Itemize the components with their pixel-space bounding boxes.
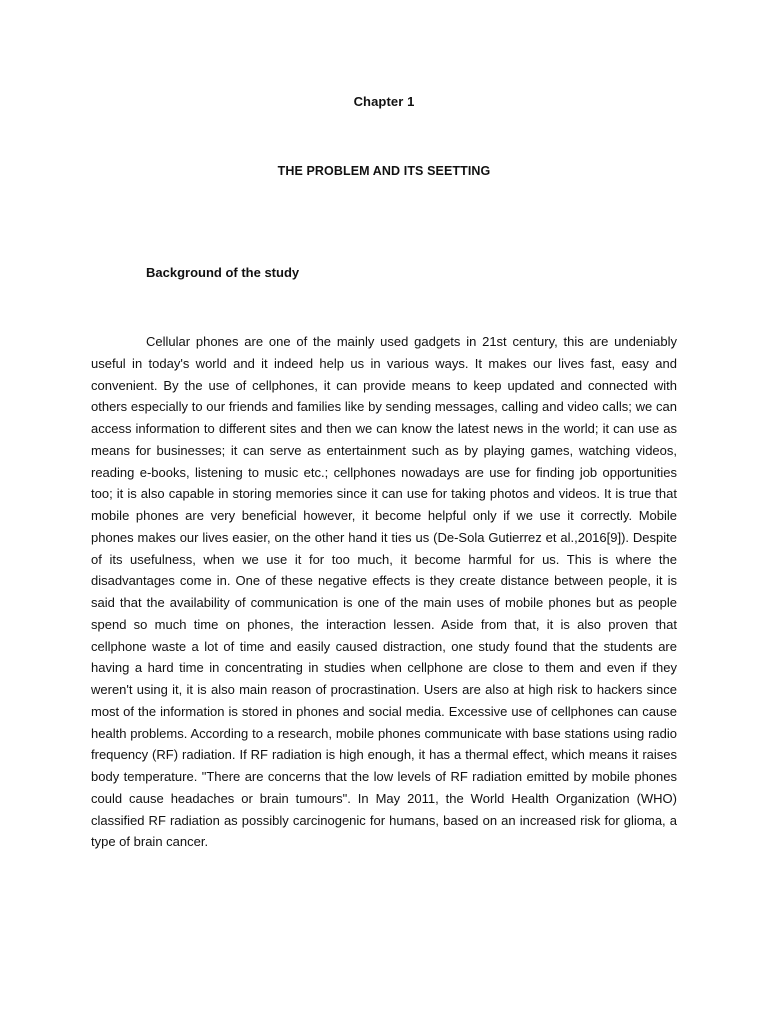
body-paragraph: Cellular phones are one of the mainly used gadgets in 21st century, this are undeniably useful in today's world and it indeed help us in various ways. It makes our lives fast, easy and convenient. By the use of cellphones, it can provide means to keep updated and connected with others especially to our friends and families like by sending messages, calling and video calls; we can access information to different sites and then we can know the latest news in the world; it can use as means for businesses; it can serve as entertainment such as by playing games, watching videos, reading e-books, listening to music etc.; cellphones nowadays are use for finding job opportunities too; it is also capable in storing memories since it can use for taking photos and videos. It is true that mobile phones are very beneficial however, it become helpful only if we use it correctly. Mobile phones makes our lives easier, on the other hand it ties us (De-Sola Gutierrez et al.,2016[9]). Despite of its usefulness, when we use it for too much, it become harmful for us. This is where the disadvantages come in. One of these negative effects is they create distance between people, it is said that the availability of communication is one of the main uses of mobile phones but as people spend so much time on phones, the interaction lessen. Aside from that, it is also proven that cellphone waste a lot of time and easily caused distraction, one study found that the students are having a hard time in concentrating in studies when cellphone are close to them and even if they weren't using it, it is also main reason of procrastination. Users are also at high risk to hackers since most of the information is stored in phones and social media. Excessive use of cellphones can cause health problems. According to a research, mobile phones communicate with base stations using radio frequency (RF) radiation. If RF radiation is high enough, it has a thermal effect, which means it raises body temperature. "There are concerns that the low levels of RF radiation emitted by mobile phones could cause headaches or brain tumours". In May 2011, the World Health Organization (WHO) classified RF radiation as possibly carcinogenic for humans, based on an increased risk for glioma, a type of brain cancer. [91,334,677,850]
chapter-title: THE PROBLEM AND ITS SEETTING [277,164,491,178]
section-heading: Background of the study [146,265,300,280]
chapter-heading: Chapter 1 [353,94,415,109]
